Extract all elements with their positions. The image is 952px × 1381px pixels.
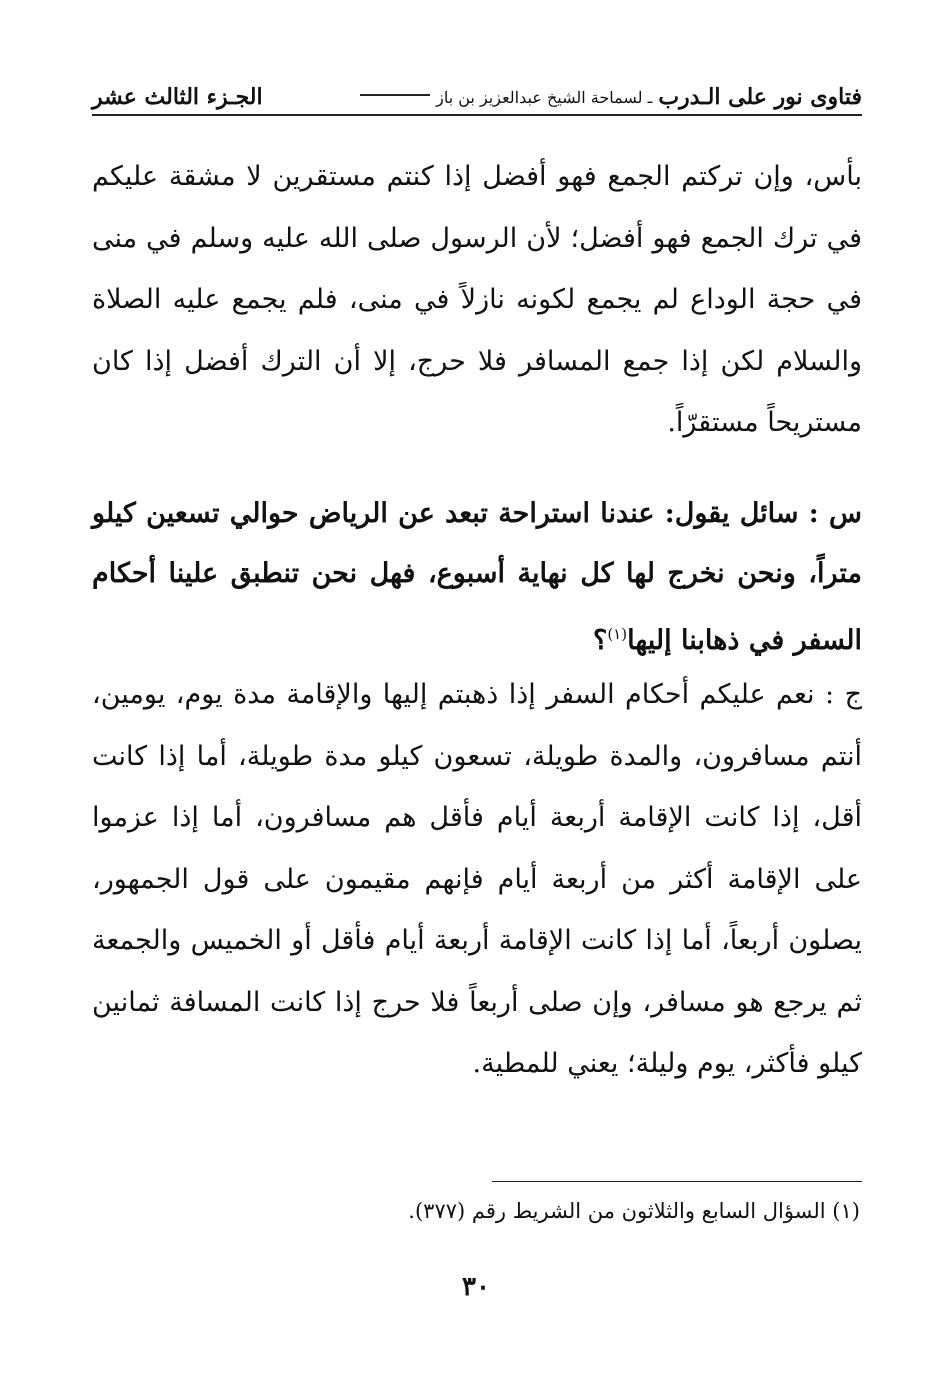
answer-paragraph	[92, 664, 862, 1095]
header-dash-rule	[360, 94, 430, 96]
footnote-reference: (١)	[607, 625, 628, 643]
running-header	[92, 80, 862, 116]
author-name: ـ لسماحة الشيخ عبدالعزيز بن باز	[436, 87, 653, 107]
question-paragraph	[92, 484, 862, 671]
header-title-group	[360, 84, 862, 110]
answer-label: ج :	[825, 679, 863, 710]
book-title: فتاوى نور على الـدرب	[658, 84, 862, 110]
answer-text: نعم عليكم أحكام السفر إذا ذهبتم إليها والإقامة مدة يوم، يومين، أنتم مسافرون، والمدة طويلة، تسعون كيلو مدة طويلة، أما إذا كانت أقل، إذا كانت الإقامة أربعة أيام فأقل هم مسافرون، أما إذا عزموا على الإقامة أكثر من أربعة أيام فإنهم مقيمون على قول الجمهور، يصلون أربعاً، أما إذا كانت الإقامة أربعة أيام فأقل أو الخميس والجمعة ثم يرجع هو مسافر، وإن صلى أربعاً فلا حرج إذا كانت المسافة ثمانين كيلو فأكثر، يوم وليلة؛ يعني للمطية.	[92, 679, 862, 1079]
footnote-divider	[492, 1181, 862, 1182]
body-paragraph: بأس، وإن تركتم الجمع فهو أفضل إذا كنتم مستقرين لا مشقة عليكم في ترك الجمع فهو أفضل؛ لأن الرسول صلى الله عليه وسلم في منى في حجة الوداع لم يجمع لكونه نازلاً في منى، فلم يجمع عليه الصلاة والسلام لكن إذا جمع المسافر فلا حرج، إلا أن الترك أفضل إذا كان مستريحاً مستقرّاً.	[92, 161, 862, 438]
footnote: (١) السؤال السابع والثلاثون من الشريط رقم (٣٧٧).	[408, 1199, 860, 1223]
question-text: سائل يقول: عندنا استراحة تبعد عن الرياض حوالي تسعين كيلو متراً، ونحن نخرج لها كل نهاية أسبوع، فهل نحن تنطبق علينا أحكام السفر في ذهابنا إليها	[92, 498, 862, 656]
question-mark: ؟	[592, 625, 608, 656]
volume-label: الجـزء الثالث عشر	[92, 84, 263, 110]
question-label: س :	[808, 498, 862, 529]
page-number: ٣٠	[462, 1272, 490, 1302]
